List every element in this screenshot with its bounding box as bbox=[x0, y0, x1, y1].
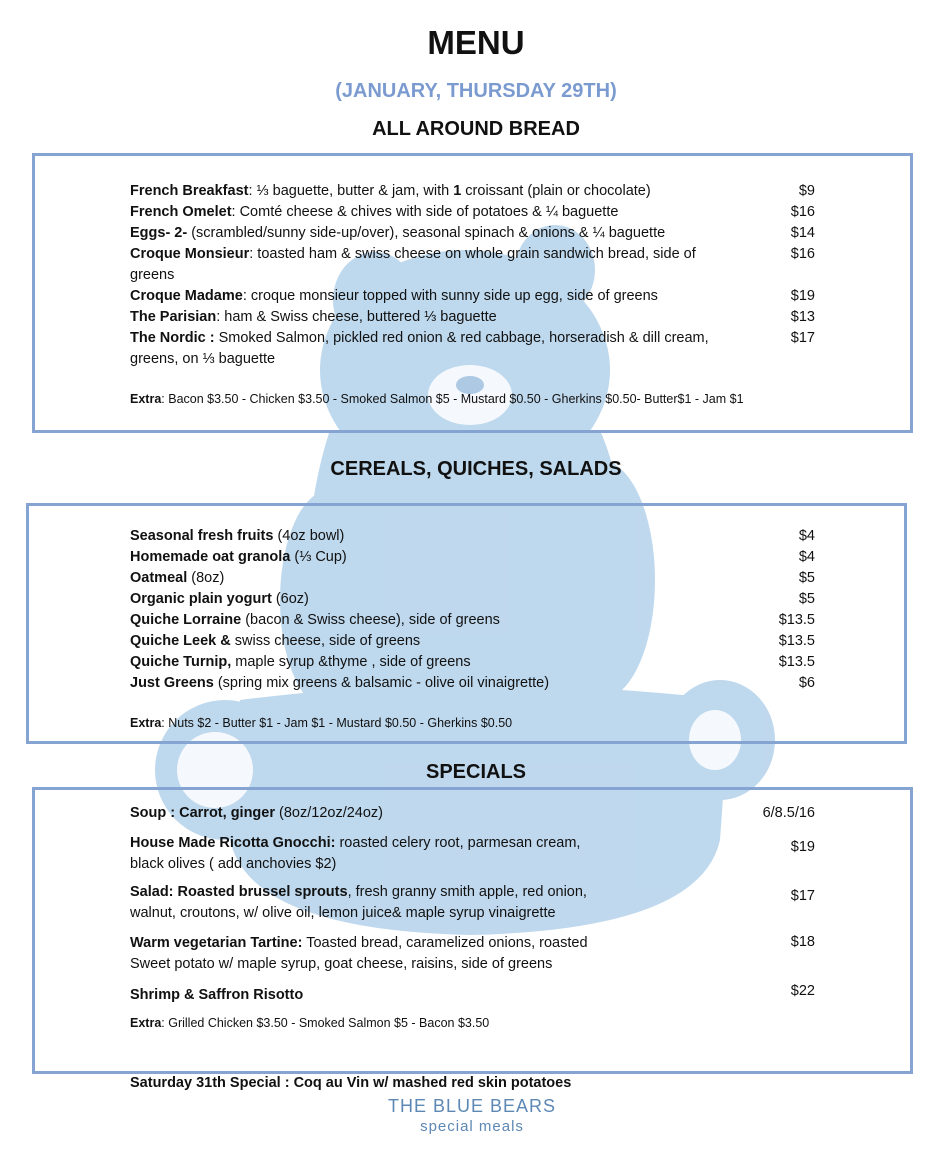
section-title-specials: SPECIALS bbox=[425, 761, 527, 783]
item-price: $14 bbox=[790, 225, 815, 241]
menu-item: Eggs- 2- (scrambled/sunny side-up/over), seasonal spinach & onions & ¼ baguette bbox=[130, 225, 666, 241]
item-price: $19 bbox=[790, 288, 815, 304]
menu-item: Warm vegetarian Tartine: Toasted bread, caramelized onions, roasted Sweet potato w/ maple syrup, goat cheese, raisins, side of greens bbox=[130, 935, 588, 972]
menu-item: House Made Ricotta Gnocchi: roasted celery root, parmesan cream, black olives ( add anchovies $2) bbox=[130, 835, 581, 872]
extras-line: Extra: Bacon $3.50 - Chicken $3.50 - Smoked Salmon $5 - Mustard $0.50 - Gherkins $0.50- Butter$1 - Jam $1 bbox=[130, 392, 744, 406]
item-price: $13.5 bbox=[778, 654, 815, 670]
menu-item: Soup : Carrot, ginger (8oz/12oz/24oz) bbox=[130, 805, 384, 821]
menu-item: French Omelet: Comté cheese & chives with side of potatoes & ¼ baguette bbox=[130, 204, 619, 220]
page-title: MENU bbox=[427, 24, 525, 61]
menu-date: (JANUARY, THURSDAY 29TH) bbox=[335, 80, 617, 102]
item-price: 6/8.5/16 bbox=[762, 805, 815, 821]
item-price: $6 bbox=[798, 675, 815, 691]
menu-item: Shrimp & Saffron Risotto bbox=[130, 987, 304, 1003]
section-title-cereals: CEREALS, QUICHES, SALADS bbox=[330, 458, 622, 480]
menu-item: The Nordic : Smoked Salmon, pickled red onion & red cabbage, horseradish & dill cream, greens, on ⅓ baguette bbox=[130, 330, 709, 367]
extras-line: Extra: Grilled Chicken $3.50 - Smoked Salmon $5 - Bacon $3.50 bbox=[130, 1016, 490, 1030]
menu-item: Homemade oat granola (⅓ Cup) bbox=[130, 549, 347, 565]
item-price: $17 bbox=[790, 888, 815, 904]
item-price: $4 bbox=[798, 528, 815, 544]
item-price: $17 bbox=[790, 330, 815, 346]
item-price: $18 bbox=[790, 934, 815, 950]
item-price: $13 bbox=[790, 309, 815, 325]
weekend-special: Saturday 31th Special : Coq au Vin w/ mashed red skin potatoes bbox=[130, 1075, 572, 1091]
item-price: $19 bbox=[790, 839, 815, 855]
item-price: $13.5 bbox=[778, 612, 815, 628]
menu-item: Just Greens (spring mix greens & balsamic - olive oil vinaigrette) bbox=[130, 675, 550, 691]
menu-item: Quiche Turnip, maple syrup &thyme , side of greens bbox=[130, 654, 471, 670]
menu-item: The Parisian: ham & Swiss cheese, buttered ⅓ baguette bbox=[130, 309, 497, 325]
item-price: $16 bbox=[790, 204, 815, 220]
menu-item: Quiche Leek & swiss cheese, side of greens bbox=[130, 633, 421, 649]
item-price: $16 bbox=[790, 246, 815, 262]
section-title-bread: ALL AROUND BREAD bbox=[372, 118, 580, 140]
item-price: $9 bbox=[798, 183, 815, 199]
brand-name: THE BLUE BEARS bbox=[387, 1096, 557, 1116]
extras-line: Extra: Nuts $2 - Butter $1 - Jam $1 - Mustard $0.50 - Gherkins $0.50 bbox=[130, 716, 513, 730]
menu-item: Salad: Roasted brussel sprouts, fresh granny smith apple, red onion, walnut, croutons, w/ olive oil, lemon juice& maple syrup vinaigrette bbox=[130, 884, 587, 921]
menu-item: French Breakfast: ⅓ baguette, butter & jam, with 1 croissant (plain or chocolate) bbox=[130, 183, 651, 199]
item-price: $13.5 bbox=[778, 633, 815, 649]
menu-item: Croque Monsieur: toasted ham & swiss cheese on whole grain sandwich bread, side of greens bbox=[130, 246, 696, 283]
item-price: $4 bbox=[798, 549, 815, 565]
item-price: $22 bbox=[790, 983, 815, 999]
menu-item: Quiche Lorraine (bacon & Swiss cheese), side of greens bbox=[130, 612, 500, 628]
brand-tagline: special meals bbox=[420, 1118, 524, 1135]
item-price: $5 bbox=[798, 570, 815, 586]
menu-item: Oatmeal (8oz) bbox=[130, 570, 225, 586]
menu-item: Seasonal fresh fruits (4oz bowl) bbox=[130, 528, 345, 544]
item-price: $5 bbox=[798, 591, 815, 607]
menu-item: Croque Madame: croque monsieur topped with sunny side up egg, side of greens bbox=[130, 288, 658, 304]
menu-item: Organic plain yogurt (6oz) bbox=[130, 591, 309, 607]
